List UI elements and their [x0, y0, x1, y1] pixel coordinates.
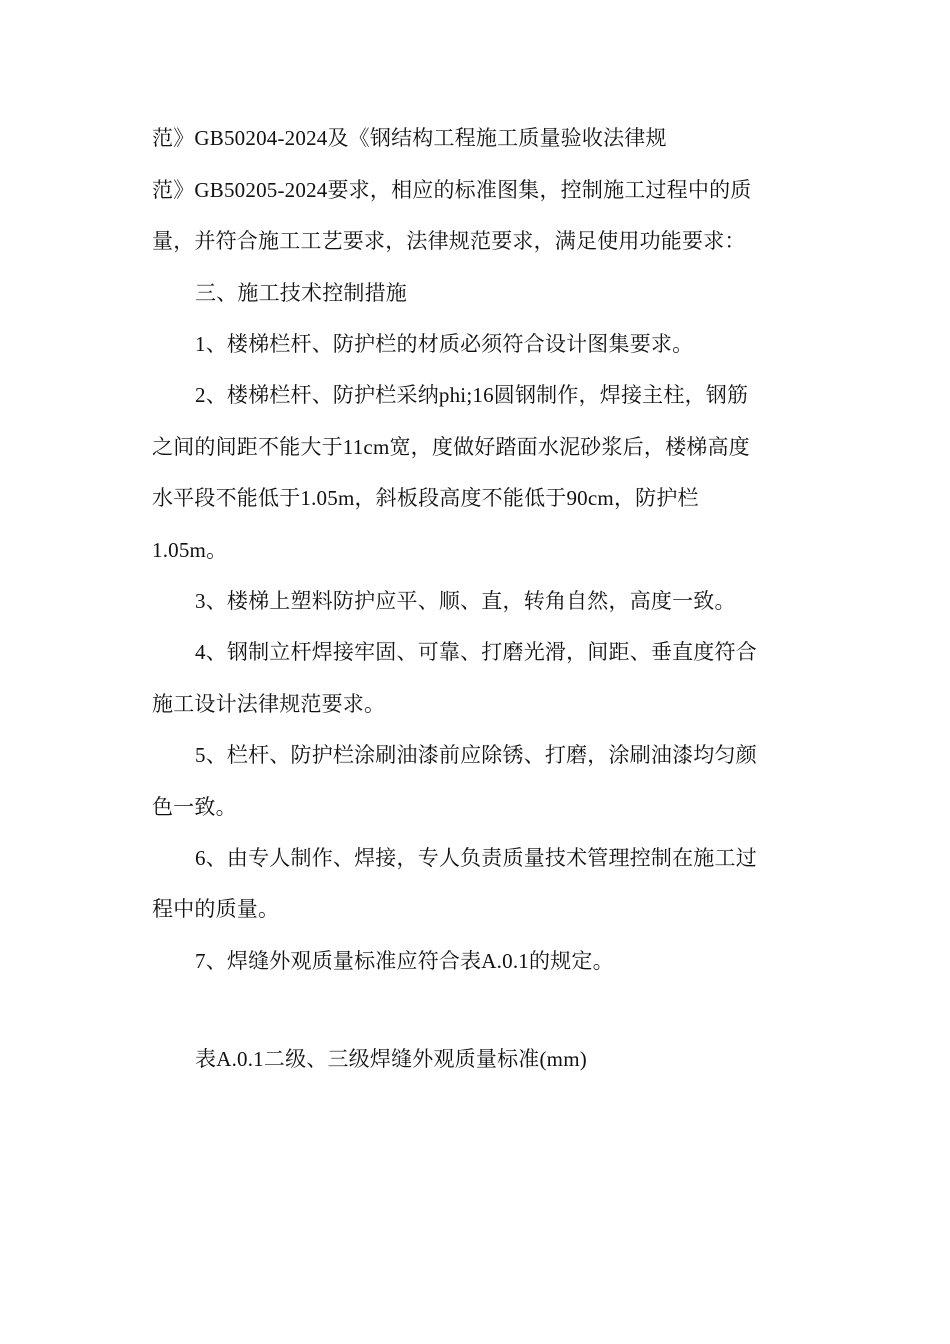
list-item: 3、楼梯上塑料防护应平、顺、直，转角自然，高度一致。: [195, 589, 736, 613]
table-caption: 表A.0.1二级、三级焊缝外观质量标准(mm): [195, 1047, 587, 1071]
paragraph-line: 施工设计法律规范要求。: [152, 692, 386, 716]
paragraph-line: 色一致。: [152, 795, 237, 819]
paragraph-line: 程中的质量。: [152, 897, 280, 921]
paragraph-line: 1.05m。: [152, 538, 228, 562]
paragraph-line: 量，并符合施工工艺要求，法律规范要求，满足使用功能要求：: [152, 229, 746, 253]
paragraph-line: 之间的间距不能大于11cm宽，度做好踏面水泥砂浆后，楼梯高度: [152, 435, 750, 459]
list-item: 6、由专人制作、焊接，专人负责质量技术管理控制在施工过: [195, 846, 757, 870]
list-item: 7、焊缝外观质量标准应符合表A.0.1的规定。: [195, 949, 614, 973]
list-item: 5、栏杆、防护栏涂刷油漆前应除锈、打磨，涂刷油漆均匀颜: [195, 743, 757, 767]
list-item: 4、钢制立杆焊接牢固、可靠、打磨光滑，间距、垂直度符合: [195, 640, 757, 664]
list-item: 1、楼梯栏杆、防护栏的材质必须符合设计图集要求。: [195, 332, 694, 356]
paragraph-line: 范》GB50205-2024要求，相应的标准图集，控制施工过程中的质: [152, 178, 752, 202]
list-item: 2、楼梯栏杆、防护栏采纳phi;16圆钢制作，焊接主柱，钢筋: [195, 383, 749, 407]
paragraph-line: 水平段不能低于1.05m，斜板段高度不能低于90cm，防护栏: [152, 486, 699, 510]
section-heading: 三、施工技术控制措施: [195, 281, 407, 305]
paragraph-line: 范》GB50204-2024及《钢结构工程施工质量验收法律规: [152, 126, 667, 150]
